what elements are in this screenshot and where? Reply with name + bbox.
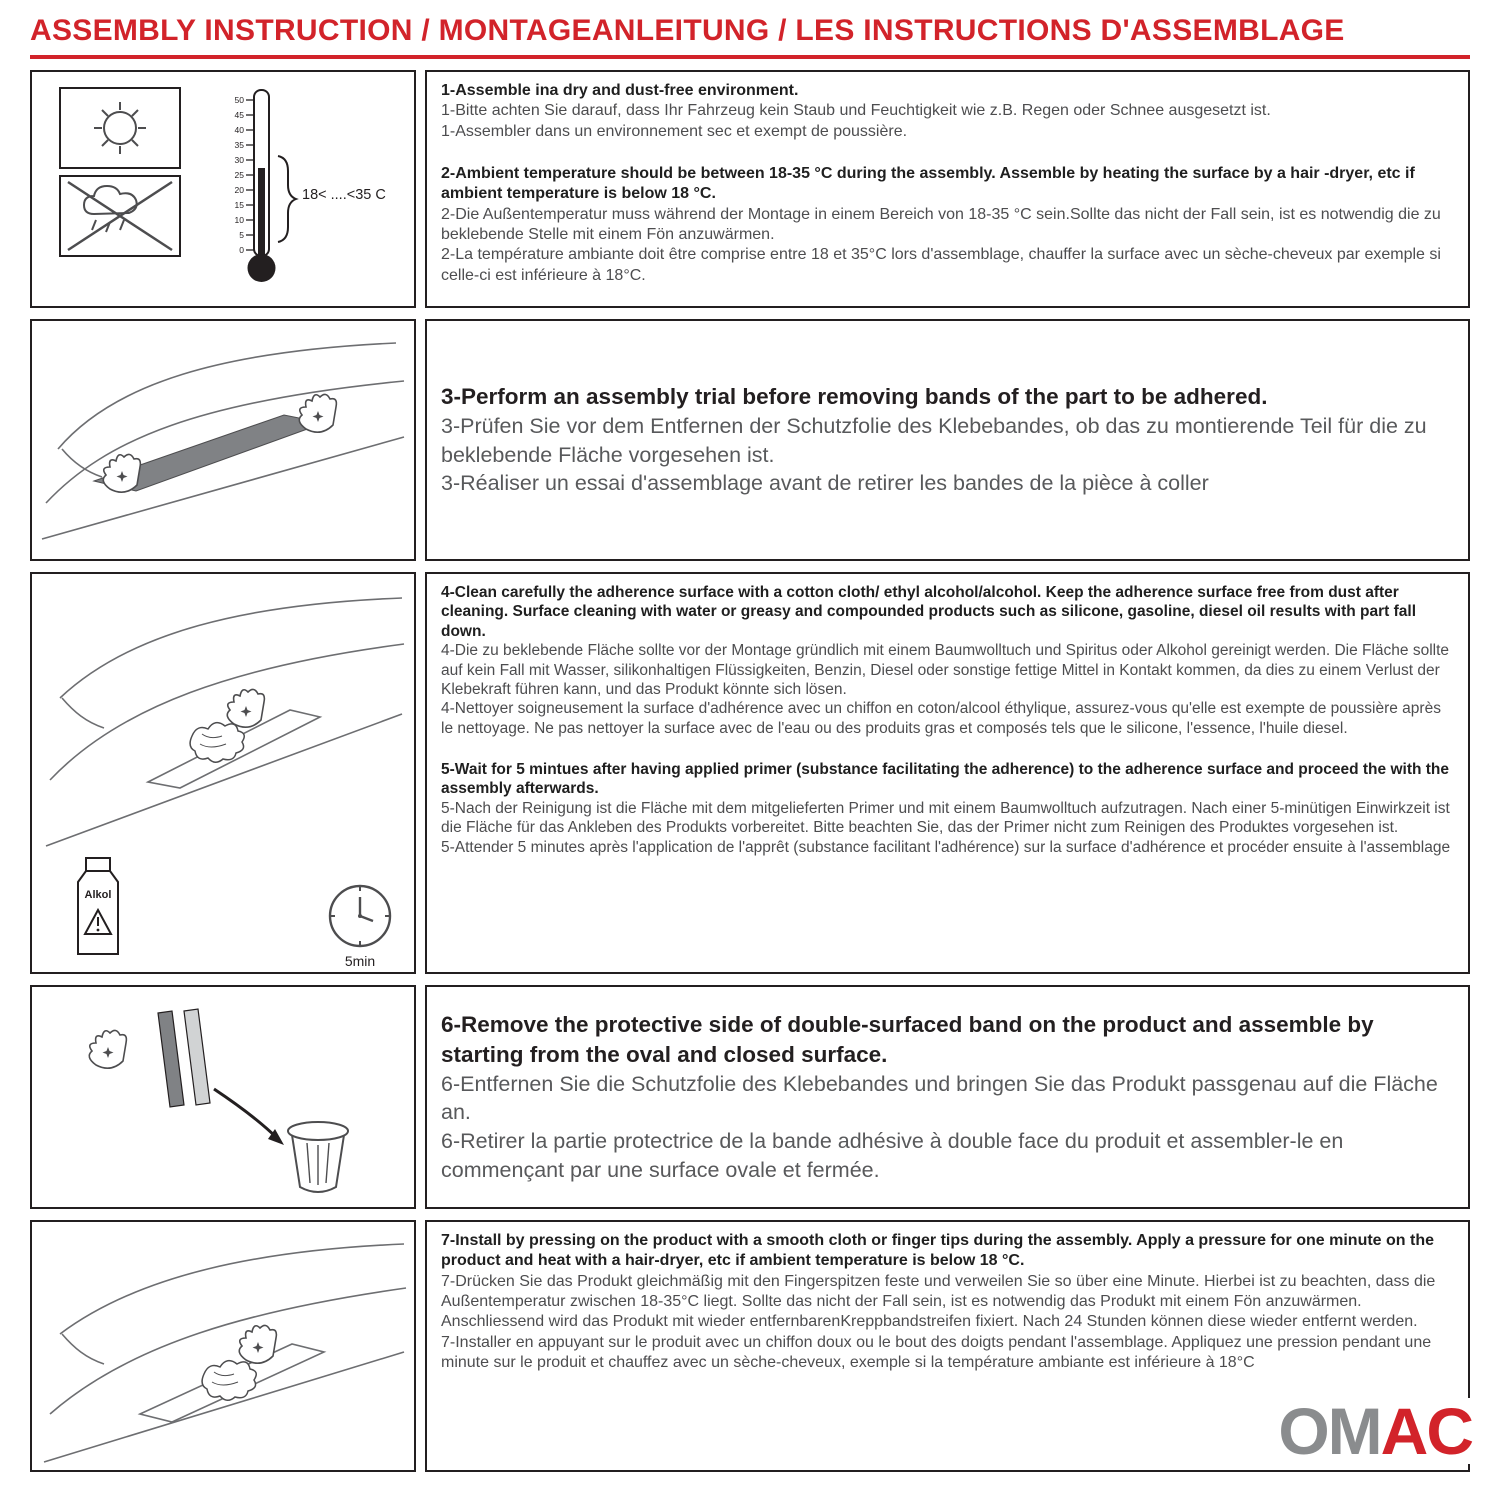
- tape-strip-dark: [158, 1011, 184, 1107]
- instruction-paragraph: 3-Perform an assembly trial before removing bands of the part to be adhered.: [441, 384, 1268, 410]
- thermometer-icon: [235, 90, 386, 282]
- page-title: ASSEMBLY INSTRUCTION / MONTAGEANLEITUNG / LES INSTRUCTIONS D'ASSEMBLAGE: [30, 14, 1345, 47]
- instruction-paragraph: 5-Wait for 5 mintues after having applied primer (substance facilitating the adherence) to the adherence surface and proceed the with the assembly afterwards.: [441, 761, 1449, 798]
- no-rain-icon: [68, 182, 172, 250]
- instruction-paragraph: 1-Assembler dans un environnement sec et exempt de poussière.: [441, 122, 908, 140]
- hand-peeling-icon: [89, 1030, 126, 1068]
- instruction-paragraph: 5-Attender 5 minutes après l'application de l'apprêt (substance facilitant l'adhérence) sur la surface d'adhérence et procéder ensuite à l'assemblage: [441, 838, 1451, 856]
- instruction-row-1: [30, 70, 1470, 308]
- instruction-paragraph: 1-Bitte achten Sie darauf, dass Ihr Fahrzeug kein Staub und Feuchtigkeit wie z.B. Regen oder Schnee ausgesetzt ist.: [441, 102, 1271, 120]
- cleaning-cloth-icon: [190, 723, 244, 763]
- trash-can-icon: [288, 1122, 348, 1192]
- instruction-row-2: [30, 319, 1470, 561]
- clean-surface-illustration: [32, 574, 414, 972]
- instruction-row-5: [30, 1220, 1470, 1472]
- omac-logo-gray: OM: [1278, 1394, 1381, 1468]
- tick-label: 20: [234, 185, 244, 195]
- illustration-press-product: [30, 1220, 416, 1472]
- instruction-paragraph: 2-Die Außentemperatur muss während der Montage in einem Bereich von 18-35 °C sein.Sollte das nicht der Fall sein, ist es notwendig die zu beklebende Stelle mit einem Fön anzuwärmen.: [441, 205, 1441, 243]
- instruction-text-4: [425, 985, 1470, 1209]
- press-product-illustration: [32, 1222, 414, 1470]
- hand-left-icon: [103, 454, 140, 492]
- sun-icon: [94, 102, 146, 154]
- instruction-paragraph: 5-Nach der Reinigung ist die Fläche mit dem mitgelieferten Primer und mit einem Baumwolltuch aufzutragen. Nach einer 5-minütigen Einwirkzeit ist die Fläche für das Ankleben des Produkts vorbereitet. Bitte beachten Sie, das der Primer nicht zum Reinigen des Produktes vorgesehen ist.: [441, 799, 1450, 837]
- arrow-to-trash: [214, 1089, 278, 1139]
- sun-box: [60, 88, 180, 168]
- instruction-paragraph: 4-Die zu beklebende Fläche sollte vor der Montage gründlich mit einem Baumwolltuch und Spiritus oder Alkohol gereinigt werden. Die Fläche sollte auf kein Fall mit Wasser, silikonhaltigen Flüssigkeiten, Benzin, Diesel oder sonstige fettige Mittel in Kontakt kommen, da dies zu einem Verlust der Klebekraft führen kann, und das Produkt könnte sich lösen.: [441, 642, 1450, 698]
- instruction-paragraph: 7-Drücken Sie das Produkt gleichmäßig mit den Fingerspitzen feste und verweilen Sie so über eine Minute. Hierbei ist zu beachten, dass die Außentemperatur zwischen 18-35°C liegt. Sollte das nicht der Fall sein, ist es notwendig das Produkt mit einem Fön anzuwärmen. Anschliessend wird das Produkt mit wieder entfernbarenKreppbandstreifen fixiert. Nach 24 Stunden können diese wieder entfernt werden.: [441, 1272, 1436, 1331]
- tick-label: 35: [234, 140, 244, 150]
- instruction-row-3: [30, 572, 1470, 974]
- tick-label: 10: [234, 215, 244, 225]
- instruction-text-3: [425, 572, 1470, 974]
- illustration-clean-surface: [30, 572, 416, 974]
- instruction-paragraph: 2-La température ambiante doit être comprise entre 18 et 35°C lors d'assemblage, chauffer la surface avec un sèche-cheveux par exemple si celle-ci est inférieure à 18°C.: [441, 246, 1441, 284]
- alcohol-bottle-icon: [78, 858, 118, 954]
- environment-illustration: [32, 72, 414, 306]
- illustration-environment: [30, 70, 416, 308]
- tick-label: 30: [234, 155, 244, 165]
- tick-label: 50: [234, 95, 244, 105]
- remove-band-illustration: [32, 987, 414, 1207]
- instruction-paragraph: 7-Install by pressing on the product with a smooth cloth or finger tips during the assembly. Apply a pressure for one minute on the product and heat with a hair-dryer, etc if ambient temperature is below 18 °C.: [441, 1232, 1434, 1270]
- hand-cleaning-icon: [227, 689, 264, 727]
- instruction-paragraph: 4-Nettoyer soigneusement la surface d'adhérence avec un chiffon en coton/alcool éthylique, assurez-vous qu'elle est exempte de poussière après le nettoyage. Ne pas nettoyer la surface avec de l'eau ou des produits gras et composés tels que le silicone, l'essence, l'huile diesel.: [441, 700, 1441, 737]
- pressing-cloth-icon: [202, 1361, 256, 1401]
- instruction-paragraph: 6-Retirer la partie protectrice de la bande adhésive à double face du produit et assembler-le en commençant par une surface ovale et fermée.: [441, 1128, 1344, 1182]
- title-underline: [30, 55, 1470, 59]
- instruction-text-2: [425, 319, 1470, 561]
- tick-label: 45: [234, 110, 244, 120]
- instruction-paragraph: 3-Prüfen Sie vor dem Entfernen der Schutzfolie des Klebebandes, ob das zu montierende Teil für die zu beklebende Fläche vorgesehen ist.: [441, 414, 1427, 467]
- instruction-text-1: [425, 70, 1470, 308]
- tick-label: 40: [234, 125, 244, 135]
- temperature-range-label: 18< ....<35 C: [302, 187, 386, 203]
- illustration-assembly-trial: [30, 319, 416, 561]
- instruction-row-4: [30, 985, 1470, 1209]
- illustration-remove-band: [30, 985, 416, 1209]
- clock-label: 5min: [344, 953, 376, 969]
- omac-logo: [1272, 1394, 1472, 1468]
- hand-pressing-icon: [239, 1325, 276, 1363]
- range-brace: [278, 156, 296, 242]
- instruction-paragraph: 7-Installer en appuyant sur le produit avec un chiffon doux ou le bout des doigts pendant l'assemblage. Appliquez une pression pendant une minute sur le produit et chauffez avec un sèche-cheveux, exemple si la température ambiante est inférieure à 18°C: [441, 1333, 1432, 1371]
- assembly-trial-illustration: [32, 321, 414, 559]
- instruction-paragraph: 6-Remove the protective side of double-surfaced band on the product and assemble by starting from the oval and closed surface.: [441, 1011, 1374, 1067]
- tick-label: 15: [234, 200, 244, 210]
- instruction-paragraph: 3-Réaliser un essai d'assemblage avant de retirer les bandes de la pièce à coller: [441, 471, 1209, 496]
- instruction-paragraph: 2-Ambient temperature should be between 18-35 °C during the assembly. Assemble by heating the surface by a hair -dryer, etc if ambient temperature is below 18 °C.: [441, 164, 1415, 203]
- tick-label: 25: [234, 170, 244, 180]
- clock-icon: [330, 886, 390, 946]
- tape-strip-light: [184, 1009, 210, 1105]
- tick-label: 5: [239, 230, 244, 240]
- instruction-paragraph: 1-Assemble ina dry and dust-free environment.: [441, 82, 799, 99]
- instruction-paragraph: 6-Entfernen Sie die Schutzfolie des Klebebandes und bringen Sie das Produkt passgenau auf die Fläche an.: [441, 1071, 1438, 1125]
- instruction-paragraph: 4-Clean carefully the adherence surface with a cotton cloth/ ethyl alcohol/alcohol. Keep the adherence surface free from dust after cleaning. Surface cleaning with water or greasy and compounded products such as silicone, gasoline, diesel oil results with part fall down.: [441, 584, 1417, 640]
- tick-label: 0: [239, 245, 244, 255]
- omac-logo-red: AC: [1380, 1394, 1472, 1468]
- hand-right-icon: [299, 394, 336, 432]
- bottle-label: Alkol: [84, 889, 112, 901]
